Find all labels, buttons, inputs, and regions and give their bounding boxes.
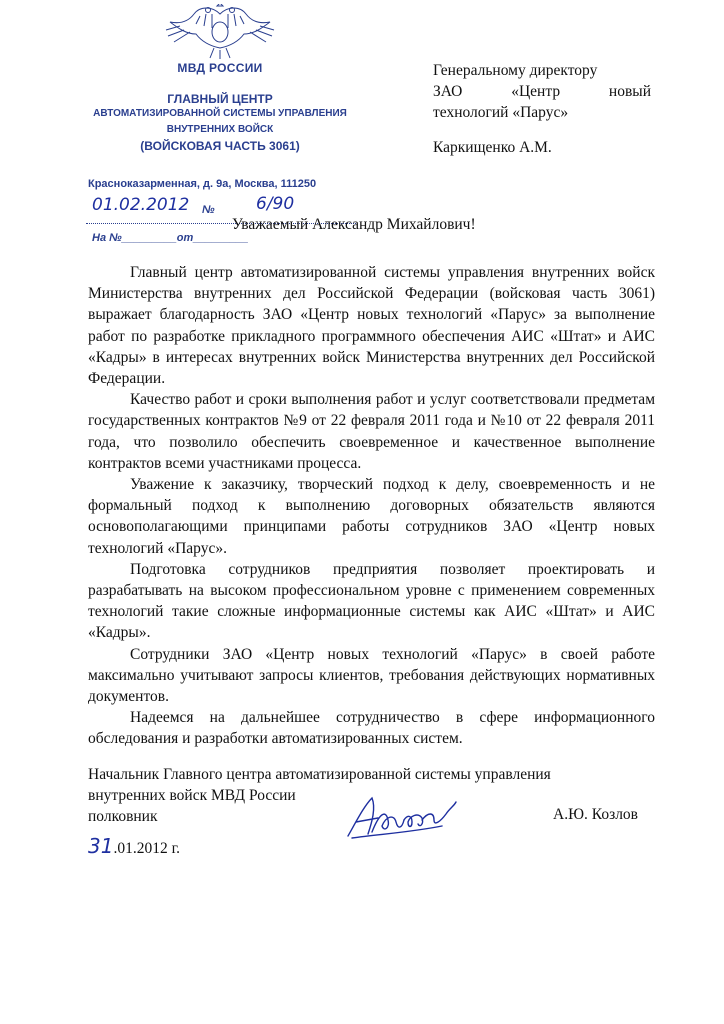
addressee-title: Генеральному директору (433, 62, 598, 79)
letterhead-troops: ВНУТРЕННИХ ВОЙСК (166, 124, 274, 135)
addressee-company-cont: технологий «Парус» (433, 104, 569, 121)
addressee-block (433, 60, 651, 158)
double-headed-eagle-emblem-icon (160, 4, 280, 60)
signatory-name: А.Ю. Козлов (553, 806, 638, 823)
registration-date: 01.02.2012 (92, 195, 190, 215)
signatory-position-cont: внутренних войск МВД России (88, 787, 296, 804)
body-paragraph: Подготовка сотрудников предприятия позволяет проектировать и разрабатывать на высоком профессиональном уровне с применением современных технологий такие сложные информационные системы как АИС «Штат» и АИС «Кадры». (88, 560, 655, 642)
registration-reference: На №_________от_________ (92, 232, 249, 244)
signatory-position: Начальник Главного центра автоматизированной системы управления (88, 766, 551, 783)
letterhead-center: ГЛАВНЫЙ ЦЕНТР (167, 92, 273, 106)
letter-date-rest: .01.2012 г. (113, 840, 181, 857)
registration-number: 6/90 (256, 194, 295, 214)
body-paragraph: Сотрудники ЗАО «Центр новых технологий «Парус» в своей работе максимально учитывают запросы клиентов, требования действующих нормативных документов. (88, 645, 655, 706)
addressee-company: ЗАО «Центр новый (433, 83, 651, 100)
letter-body (88, 262, 655, 750)
greeting: Уважаемый Александр Михайлович! (232, 216, 476, 233)
letterhead-unit: (ВОЙСКОВАЯ ЧАСТЬ 3061) (140, 139, 300, 153)
body-paragraph: Качество работ и сроки выполнения работ и услуг соответствовали предметам государственных контрактов №9 от 22 февраля 2011 года и №10 от 22 февраля 2011 года, что позволило обеспечить своевременное и качественное выполнение контрактов всеми участниками процесса. (88, 391, 655, 472)
addressee-name: Каркищенко А.М. (433, 139, 552, 156)
letterhead-ministry: МВД РОССИИ (177, 61, 263, 75)
signatory-rank: полковник (88, 808, 158, 825)
body-paragraph: Надеемся на дальнейшее сотрудничество в сфере информационного обследования и разработки автоматизированных систем. (88, 709, 655, 748)
letterhead-address: Красноказарменная, д. 9а, Москва, 111250 (88, 178, 317, 190)
letterhead-system: АВТОМАТИЗИРОВАННОЙ СИСТЕМЫ УПРАВЛЕНИЯ (93, 108, 347, 119)
letter-date (88, 834, 180, 858)
letterhead (80, 0, 360, 190)
letter-date-day: 31 (88, 834, 114, 858)
body-paragraph: Уважение к заказчику, творческий подход к делу, своевременность и не формальный подход к выполнению договорных обязательств являются основополагающими принципами работы сотрудников ЗАО «Центр новых технологий «Парус». (88, 476, 655, 557)
handwritten-signature-icon (342, 792, 462, 842)
body-paragraph: Главный центр автоматизированной системы управления внутренних войск Министерства внутренних дел Российской Федерации (войсковая часть 3061) выражает благодарность ЗАО «Центр новых технологий «Парус» за выполнение работ по разработке прикладного программного обеспечения АИС «Штат» и АИС «Кадры» в интересах внутренних войск Министерства внутренних дел Российской Федерации. (88, 264, 655, 388)
registration-number-label: № (202, 204, 215, 216)
